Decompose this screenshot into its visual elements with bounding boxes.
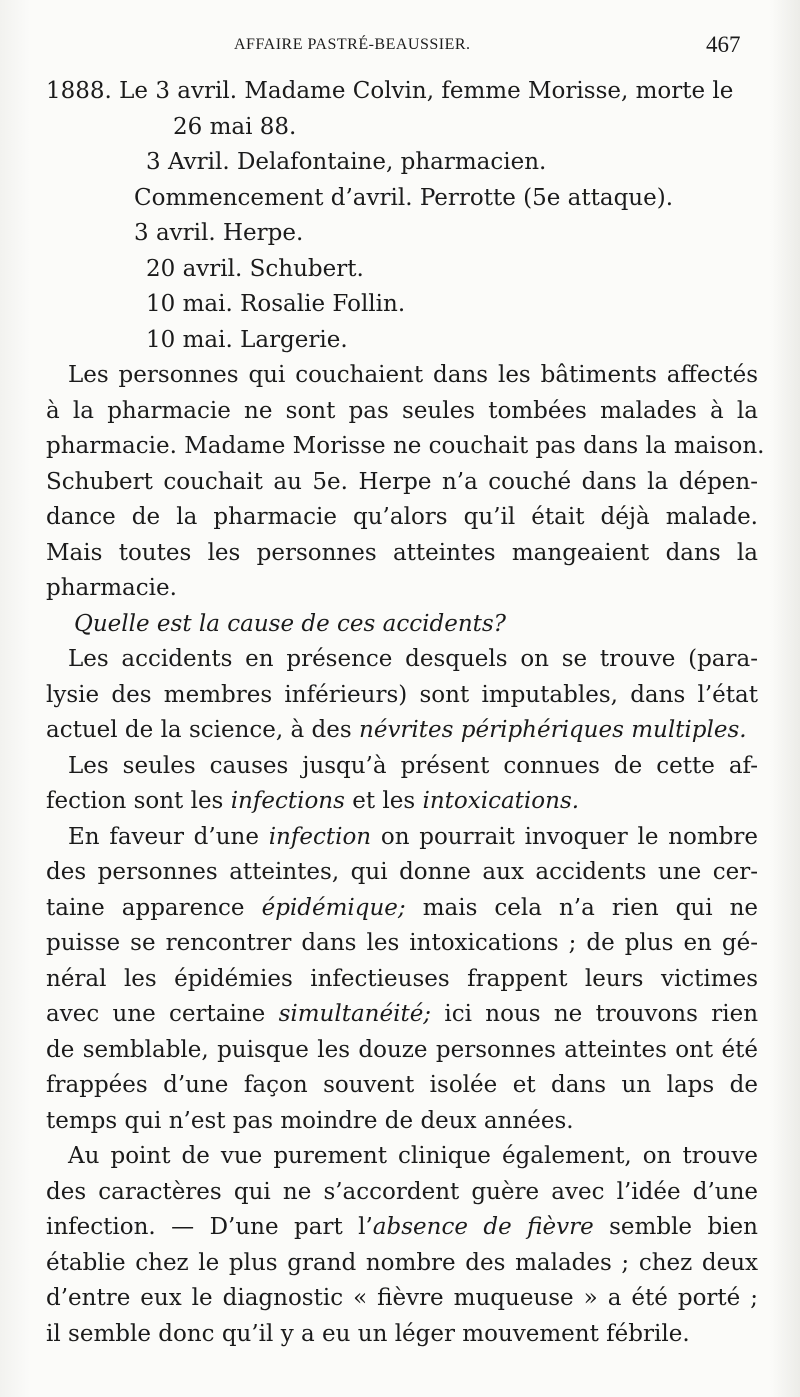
paragraph-infection bbox=[46, 820, 758, 1140]
text-line: des caractères qui ne s’accordent guère avec l’idée d’une bbox=[46, 1178, 758, 1205]
text-line: établie chez le plus grand nombre des malades ; chez deux bbox=[46, 1249, 758, 1276]
paragraph-clinical bbox=[46, 1139, 758, 1352]
text-line: il semble donc qu’il y a eu un léger mouvement fébrile. bbox=[46, 1320, 690, 1347]
text-run: ici nous ne trouvons rien bbox=[431, 1001, 759, 1027]
text-line: Au point de vue purement clinique également, on trouve bbox=[68, 1143, 758, 1169]
text-line bbox=[46, 820, 758, 856]
text-line bbox=[46, 1210, 758, 1246]
text-line: Mais toutes les personnes atteintes mangeaient dans la bbox=[46, 539, 758, 566]
text-run: semble bien bbox=[593, 1214, 758, 1240]
chronology-entry: 10 mai. Rosalie Follin. bbox=[146, 291, 406, 317]
text-line: pharmacie. Madame Morisse ne couchait pas dans la maison. bbox=[46, 433, 765, 459]
text-run: actuel de la science, à des bbox=[46, 717, 360, 743]
text-line: Les accidents en présence desquels on se trouve (para- bbox=[68, 646, 758, 672]
text-line: pharmacie. bbox=[46, 575, 177, 601]
paragraph-accidents bbox=[46, 642, 758, 749]
text-run: fection sont les bbox=[46, 788, 231, 814]
italic-term: névrites périphériques multiples. bbox=[359, 717, 747, 743]
text-line: temps qui n’est pas moindre de deux années. bbox=[46, 1107, 574, 1134]
chronology-entry: 3 avril. Herpe. bbox=[134, 220, 304, 246]
chronology-entry: 10 mai. Largerie. bbox=[146, 326, 348, 353]
page-number: 467 bbox=[706, 32, 741, 57]
text-run: infection. — D’une part l’ bbox=[46, 1214, 373, 1240]
text-line: à la pharmacie ne sont pas seules tombées malades à la bbox=[46, 397, 758, 424]
text-line: frappées d’une façon souvent isolée et dans un laps de bbox=[46, 1072, 758, 1098]
text-run: En faveur d’une bbox=[68, 823, 269, 850]
chronology-entry: 1888. Le 3 avril. Madame Colvin, femme Morisse, morte le bbox=[46, 78, 734, 104]
text-run: mais cela n’a rien qui ne bbox=[405, 894, 758, 921]
italic-term: infections bbox=[230, 788, 345, 814]
text-run: taine apparence bbox=[46, 894, 262, 921]
chronology-entry: 26 mai 88. bbox=[173, 113, 297, 140]
text-line bbox=[46, 997, 758, 1033]
text-line: des personnes atteintes, qui donne aux accidents une cer- bbox=[46, 859, 758, 885]
text-run: on pourrait invoquer le nombre bbox=[371, 823, 758, 850]
italic-term: infection bbox=[268, 823, 372, 850]
text-line: Les personnes qui couchaient dans les bâtiments affectés bbox=[68, 362, 758, 388]
text-line: d’entre eux le diagnostic « fièvre muqueuse » a été porté ; bbox=[46, 1285, 758, 1311]
text-run: avec une certaine bbox=[46, 1001, 279, 1027]
text-line: puisse se rencontrer dans les intoxications ; de plus en gé- bbox=[46, 930, 758, 956]
text-line: lysie des membres inférieurs) sont imputables, dans l’état bbox=[46, 681, 758, 708]
paragraph-residence bbox=[46, 358, 765, 607]
text-line: néral les épidémies infectieuses frappent leurs victimes bbox=[46, 965, 758, 992]
text-line: de semblable, puisque les douze personnes atteintes ont été bbox=[46, 1036, 758, 1063]
text-line: Schubert couchait au 5e. Herpe n’a couché dans la dépen- bbox=[46, 468, 758, 495]
text-line: dance de la pharmacie qu’alors qu’il était déjà malade. bbox=[46, 504, 758, 530]
chronology-entry: 3 Avril. Delafontaine, pharmacien. bbox=[146, 149, 547, 175]
italic-term: absence de fièvre bbox=[372, 1214, 594, 1240]
question-heading: Quelle est la cause de ces accidents? bbox=[74, 610, 507, 637]
text-line: Les seules causes jusqu’à présent connues de cette af- bbox=[68, 752, 758, 779]
page-body bbox=[46, 74, 765, 1352]
text-line bbox=[46, 713, 758, 749]
chronology-list bbox=[46, 74, 758, 358]
chronology-entry: 20 avril. Schubert. bbox=[146, 255, 364, 282]
text-line bbox=[46, 784, 758, 820]
italic-term: épidémique; bbox=[261, 894, 406, 921]
running-title: AFFAIRE PASTRÉ-BEAUSSIER. bbox=[234, 36, 471, 53]
italic-term: simultanéité; bbox=[278, 1001, 432, 1027]
running-head bbox=[0, 32, 800, 66]
text-line bbox=[46, 891, 758, 927]
text-run: et les bbox=[344, 788, 423, 814]
italic-term: intoxications. bbox=[422, 788, 580, 814]
chronology-entry: Commencement d’avril. Perrotte (5e attaque). bbox=[134, 184, 674, 211]
paragraph-causes bbox=[46, 749, 758, 820]
